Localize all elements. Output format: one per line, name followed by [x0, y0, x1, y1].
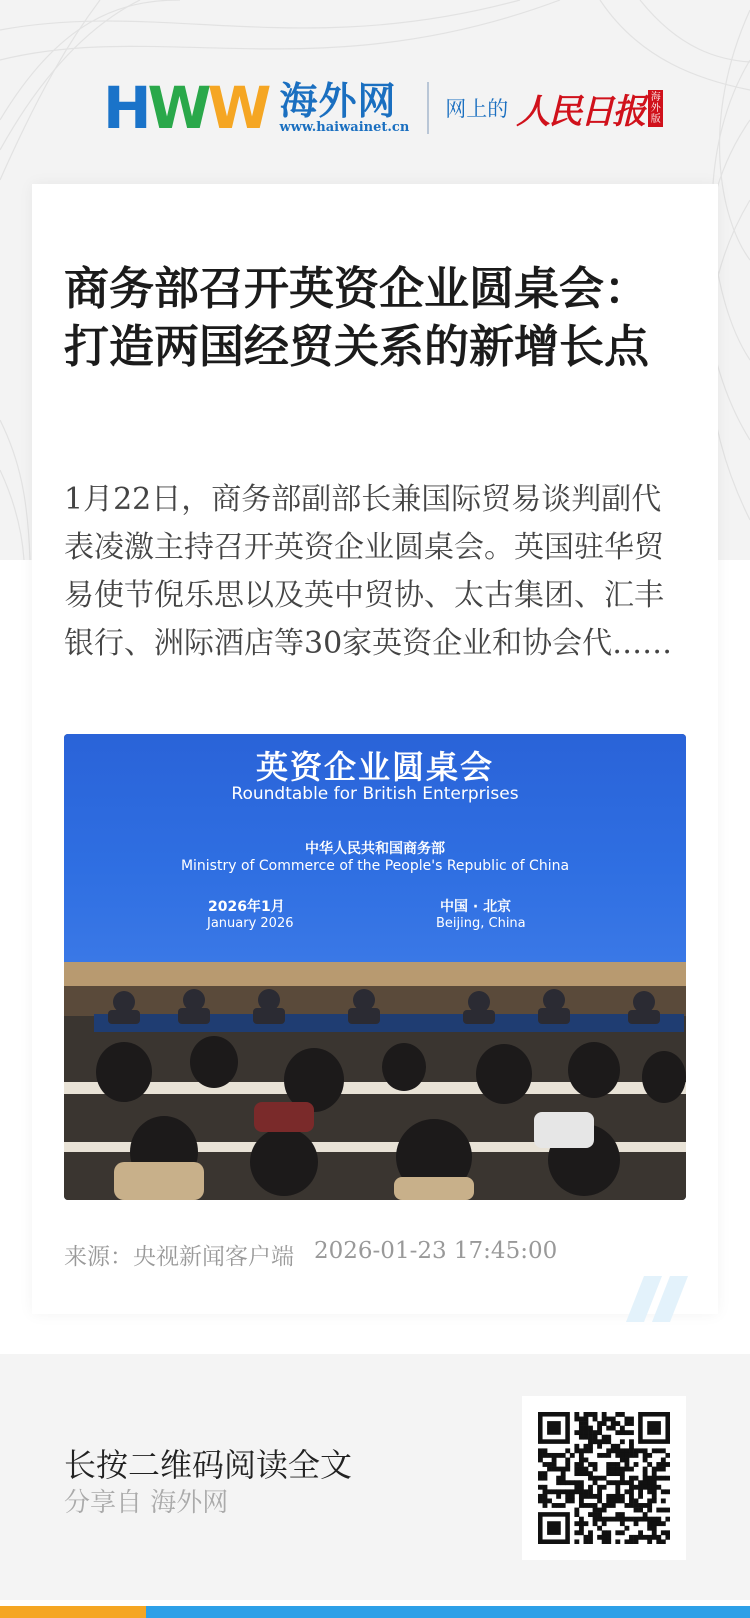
banner-date-en: January 2026	[207, 916, 294, 931]
photo-banner	[64, 734, 686, 962]
article-meta	[64, 1238, 557, 1271]
article-title: 商务部召开英资企业圆桌会：打造两国经贸关系的新增长点	[64, 262, 650, 373]
newspaper-logo: 人民日报	[516, 91, 645, 132]
bottom-accent-orange	[0, 1606, 146, 1618]
brand-url: www.haiwainet.cn	[279, 120, 410, 135]
edition-badge: 海外版	[648, 90, 663, 127]
banner-location-en: Beijing, China	[436, 916, 526, 931]
banner-title-cn: 英资企业圆桌会	[255, 748, 494, 786]
article-photo[interactable]	[64, 734, 686, 1200]
banner-date-cn: 2026年1月	[208, 899, 285, 915]
share-source: 分享自 海外网	[64, 1488, 229, 1518]
hww-logo: HWW	[103, 74, 268, 142]
banner-host-en: Ministry of Commerce of the People's Republic of China	[180, 858, 570, 874]
brand-name: 海外网	[279, 78, 397, 123]
logo-divider	[427, 82, 429, 134]
banner-location-cn: 中国 · 北京	[440, 899, 512, 915]
qr-instruction: 长按二维码阅读全文	[64, 1446, 353, 1484]
site-logo[interactable]	[103, 74, 663, 142]
article-source: 来源：央视新闻客户端	[64, 1244, 294, 1270]
decorative-slash-icon	[626, 1276, 690, 1322]
article-datetime: 2026-01-23 17:45:00	[314, 1238, 558, 1264]
qr-code-icon	[538, 1412, 670, 1544]
qr-code[interactable]	[522, 1396, 686, 1560]
banner-host-cn: 中华人民共和国商务部	[305, 841, 445, 857]
article-summary: 1月22日，商务部副部长兼国际贸易谈判副代表凌激主持召开英资企业圆桌会。英国驻华贸易使节倪乐思以及英中贸协、太古集团、汇丰银行、洲际酒店等30家英资企业和协会代……	[64, 482, 673, 661]
bottom-accent-bar	[0, 1606, 750, 1618]
meeting-scene-icon	[64, 962, 686, 1200]
slogan: 网上的	[445, 97, 509, 121]
banner-title-en: Roundtable for British Enterprises	[231, 784, 519, 804]
